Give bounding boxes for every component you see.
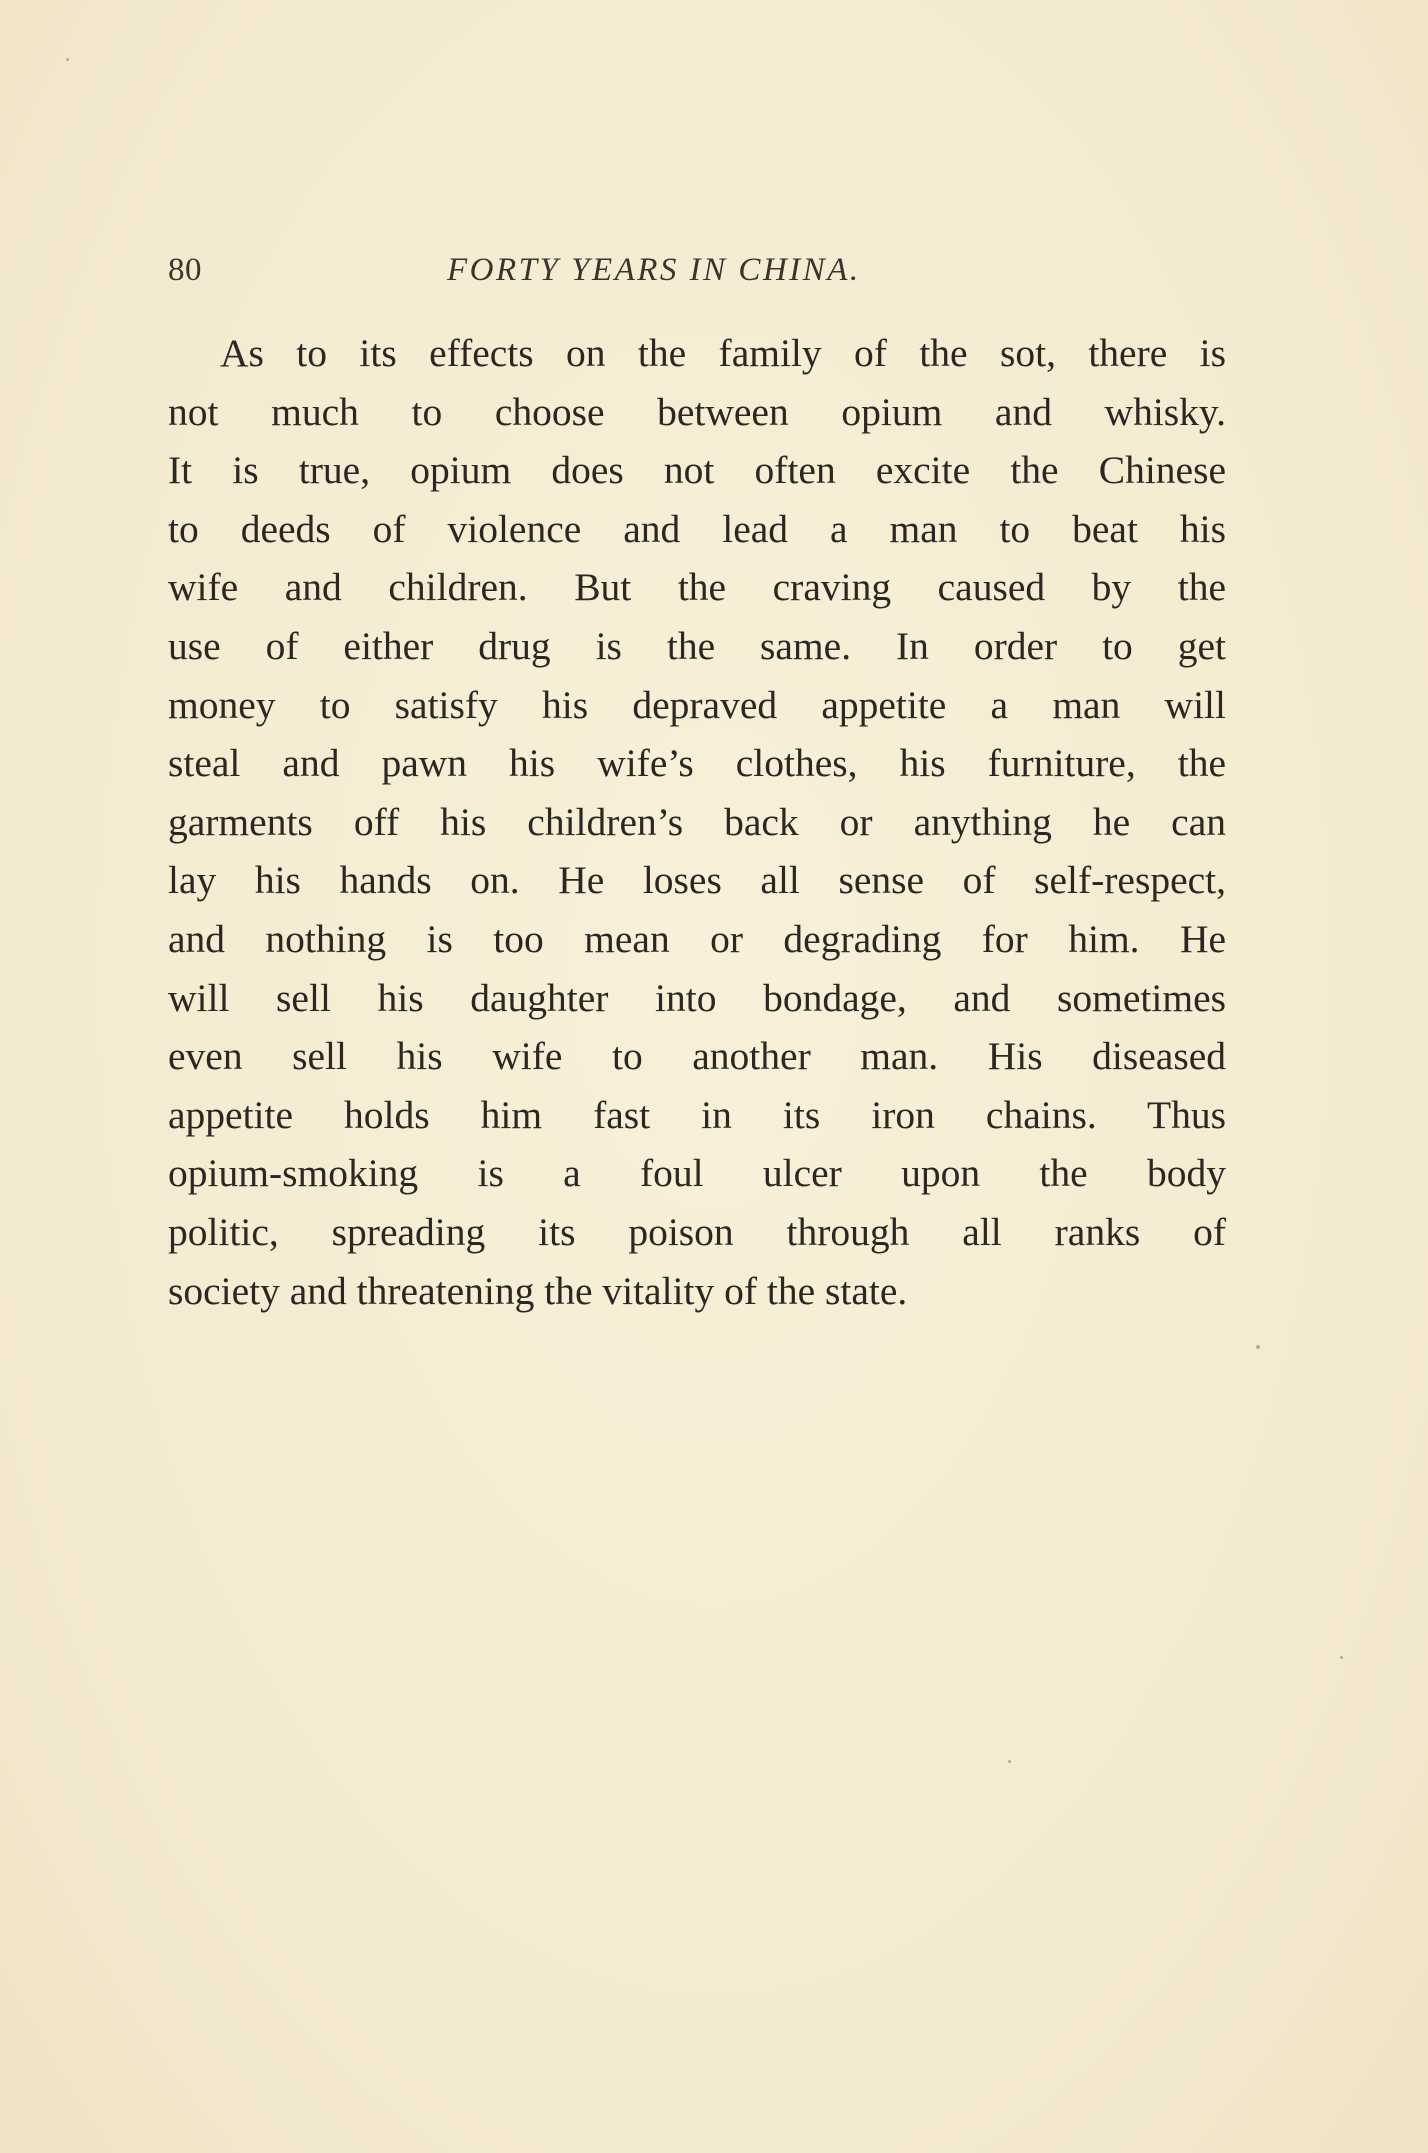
text-line: money to satisfy his depraved appetite a man will [168, 682, 1226, 727]
paper-speck [1008, 1760, 1011, 1763]
body-paragraph [168, 324, 1226, 1320]
text-line: and nothing is too mean or degrading for him. He [168, 916, 1226, 961]
running-head [168, 252, 1226, 296]
paper-speck [66, 58, 69, 61]
text-line: steal and pawn his wife’s clothes, his furniture, the [168, 741, 1226, 786]
paper-speck [1256, 1345, 1260, 1349]
text-line: As to its effects on the family of the sot, there is [220, 331, 1226, 375]
text-line: not much to choose between opium and whisky. [168, 389, 1226, 434]
paper-speck [1340, 1656, 1343, 1659]
book-title: FORTY YEARS IN CHINA. [447, 252, 861, 288]
text-line: appetite holds him fast in its iron chains. Thus [168, 1092, 1226, 1137]
text-line: use of either drug is the same. In order to get [168, 623, 1226, 668]
text-line: society and threatening the vitality of the state. [168, 1268, 908, 1313]
text-line: garments off his children’s back or anything he can [168, 799, 1226, 844]
text-line: opium-smoking is a foul ulcer upon the body [168, 1151, 1226, 1196]
text-line: It is true, opium does not often excite the Chinese [168, 448, 1226, 493]
text-line: to deeds of violence and lead a man to beat his [168, 506, 1226, 551]
page-number: 80 [168, 252, 202, 288]
text-line: lay his hands on. He loses all sense of self-respect, [168, 858, 1226, 903]
text-line: politic, spreading its poison through all ranks of [168, 1209, 1226, 1254]
text-line: wife and children. But the craving caused by the [168, 565, 1226, 610]
text-line: will sell his daughter into bondage, and sometimes [168, 975, 1226, 1020]
text-line: even sell his wife to another man. His diseased [168, 1034, 1226, 1079]
